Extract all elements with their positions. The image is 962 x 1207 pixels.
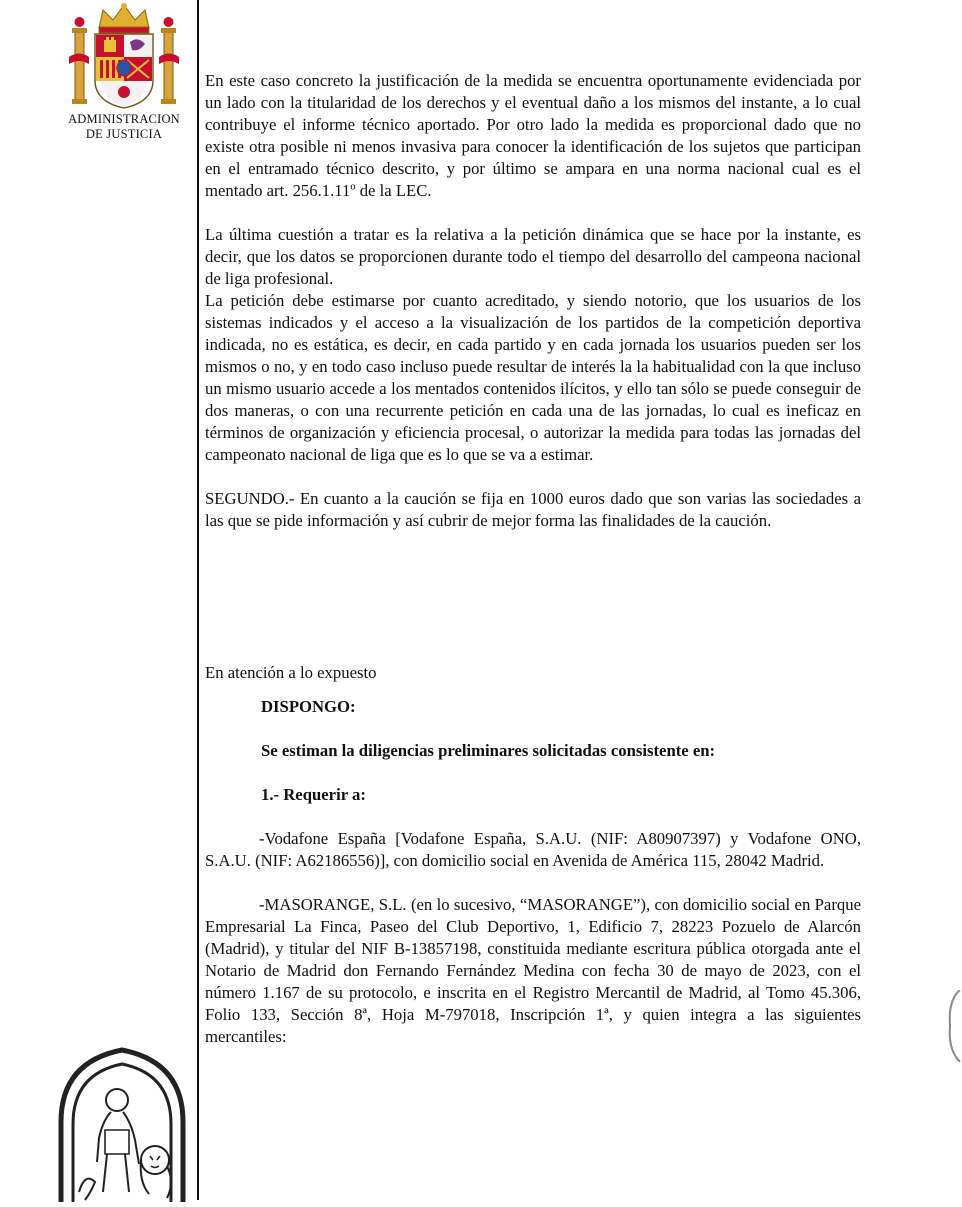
document-body — [205, 70, 861, 1048]
paragraph-segundo-caucion: SEGUNDO.- En cuanto a la caución se fija en 1000 euros dado que son varias las sociedades a las que se pide información y así cubrir de mejor forma las finalidades de la caución. — [205, 489, 861, 530]
margin-rule — [197, 0, 199, 1200]
header-logo — [62, 2, 186, 142]
junta-andalucia-emblem-icon — [55, 1042, 190, 1202]
spanish-coat-of-arms-icon — [65, 2, 183, 110]
dispongo-heading: DISPONGO: — [261, 697, 356, 716]
paragraph-peticion-dinamica: La última cuestión a tratar es la relativa a la petición dinámica que se hace por la instante, es decir, que los datos se proporcionen durante todo el tiempo del desarrollo del campeona nacional de liga profesional. — [205, 225, 861, 288]
page-edge-fragment — [946, 990, 962, 1062]
paragraph-en-atencion: En atención a lo expuesto — [205, 663, 377, 682]
administracion-de-justicia-label: ADMINISTRACION DE JUSTICIA — [68, 112, 180, 141]
requerir-heading: 1.- Requerir a: — [261, 785, 366, 804]
paragraph-estimacion: La petición debe estimarse por cuanto acreditado, y siendo notorio, que los usuarios de los sistemas indicados y el acceso a la visualización de los partidos de la competición deportiva indicada, no es estática, es decir, en cada partido y en cada jornada los usuarios pueden ser los mismos o no, y en todo caso incluso puede resultar de interés la la habitualidad con la que incluso un mismo usuario accede a los mentados contenidos ilícitos, y ello tan sólo se puede conseguir de dos maneras, o con una recurrente petición en cada una de las jornadas, lo cual es ineficaz en términos de organización y eficiencia procesal, o autorizar la medida para todas las jornadas del campeonato nacional de liga que es lo que se va a estimar. — [205, 291, 861, 464]
paragraph-masorange: -MASORANGE, S.L. (en lo sucesivo, “MASORANGE”), con domicilio social en Parque Empresarial La Finca, Paseo del Club Deportivo, 1, Edificio 7, 28223 Pozuelo de Alarcón (Madrid), y titular del NIF B-13857198, constituida mediante escritura pública otorgada ante el Notario de Madrid don Fernando Fernández Medina con fecha 30 de mayo de 2023, con el número 1.167 de su protocolo, e inscrita en el Registro Mercantil de Madrid, al Tomo 45.306, Folio 133, Sección 8ª, Hoja M-797018, Inscripción 1ª, y quien integra a las siguientes mercantiles: — [205, 895, 861, 1046]
paragraph-justificacion: En este caso concreto la justificación de la medida se encuentra oportunamente evidenciada por un lado con la titularidad de los derechos y el eventual daño a los mismos del instante, a lo cual contribuye el informe técnico aportado. Por otro lado la medida es proporcional dado que no existe otra posible ni menos invasiva para conocer la identificación de los sujetos que participan en el entramado técnico descrito, y por último se ampara en una norma nacional cual es el mentado art. 256.1.11º de la LEC. — [205, 71, 861, 200]
estiman-heading: Se estiman la diligencias preliminares solicitadas consistente en: — [261, 741, 716, 760]
paragraph-vodafone: -Vodafone España [Vodafone España, S.A.U. (NIF: A80907397) y Vodafone ONO, S.A.U. (NIF: A62186556)], con domicilio social en Avenida de América 115, 28042 Madrid. — [205, 829, 861, 870]
bottom-emblem — [55, 1042, 190, 1207]
